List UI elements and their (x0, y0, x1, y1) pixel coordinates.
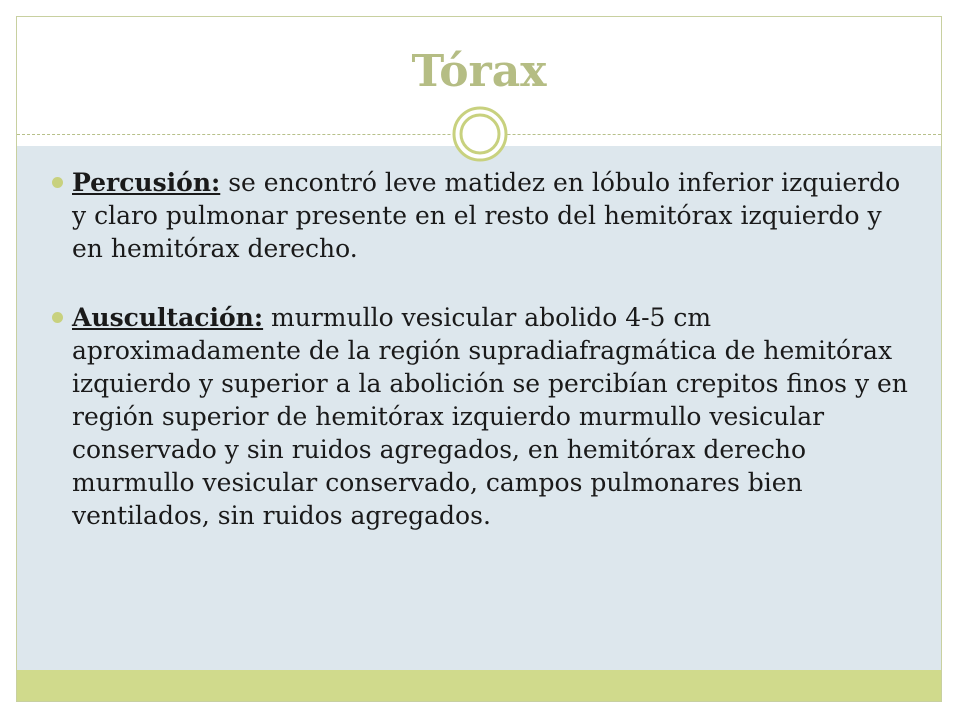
bullet-term: Auscultación: (72, 303, 264, 332)
bullet-term: Percusión: (72, 168, 221, 197)
bullet-list (48, 166, 920, 532)
bullet-dot-icon (52, 177, 63, 188)
bullet-dot-icon (52, 312, 63, 323)
bullet-text: murmullo vesicular abolido 4-5 cm aproximadamente de la región supradiafragmática de hemitórax izquierdo y superior a la abolición se percibían crepitos finos y en región superior de hemitórax izquierdo murmullo vesicular conservado y sin ruidos agregados, en hemitórax derecho murmullo vesicular conservado, campos pulmonares bien ventilados, sin ruidos agregados. (72, 303, 908, 530)
ring-ornament-icon (452, 106, 508, 162)
bullet-text: se encontró leve matidez en lóbulo inferior izquierdo y claro pulmonar presente en el resto del hemitórax izquierdo y en hemitórax derecho. (72, 168, 901, 263)
slide-title: Tórax (411, 46, 547, 97)
bullet-item-percusion (48, 166, 920, 265)
bullet-item-auscultacion (48, 301, 920, 532)
footer-band (17, 670, 941, 701)
